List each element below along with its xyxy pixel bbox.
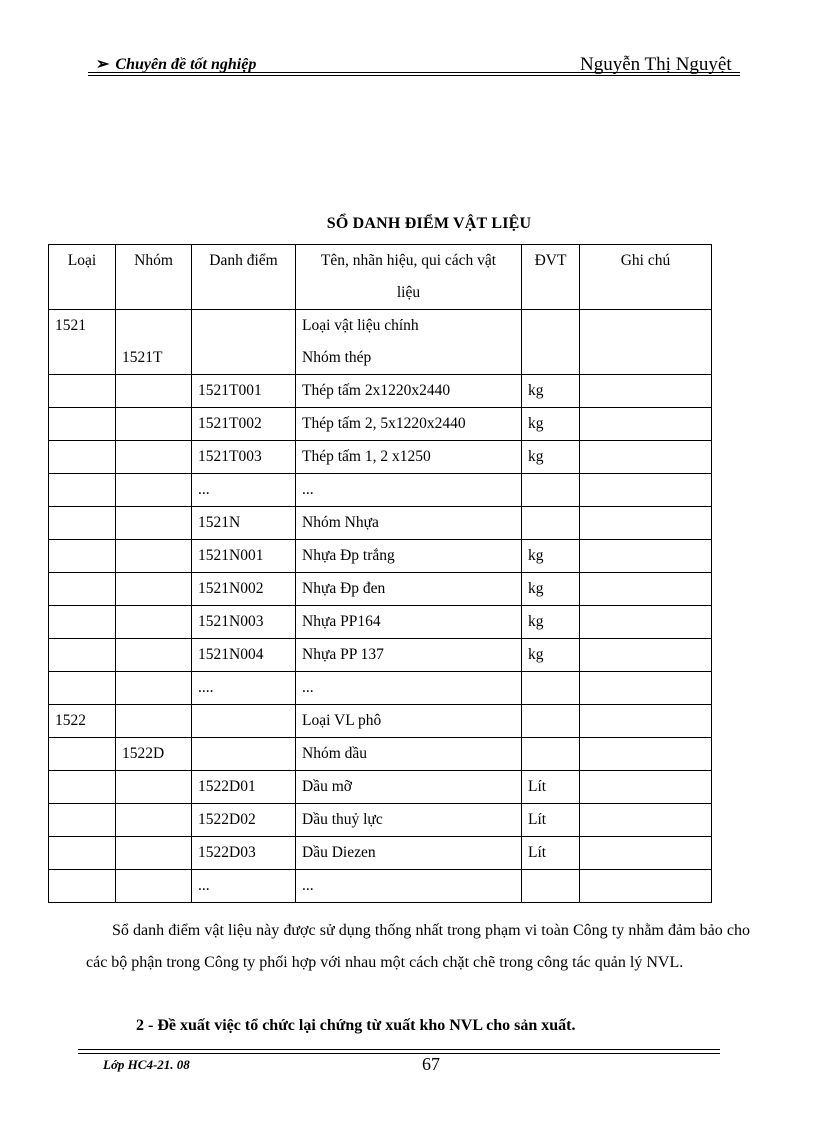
cell-ghi-chu bbox=[580, 771, 712, 804]
cell-ten: Loại vật liệu chính Nhóm thép bbox=[296, 310, 522, 375]
cell-loai bbox=[49, 870, 116, 903]
cell-loai bbox=[49, 573, 116, 606]
table-row bbox=[49, 639, 712, 672]
cell-dvt bbox=[522, 870, 580, 903]
cell-loai bbox=[49, 771, 116, 804]
cell-dvt: kg bbox=[522, 408, 580, 441]
table-row bbox=[49, 705, 712, 738]
cell-ten: Dầu thuỷ lực bbox=[296, 804, 522, 837]
paragraph-text: Sổ danh điểm vật liệu này được sử dụng thống nhất trong phạm vi toàn Công ty nhằm đảm bảo cho các bộ phận trong Công ty phối hợp với nhau một cách chặt chẽ trong công tác quản lý NVL. bbox=[86, 922, 750, 971]
cell-ten: Thép tấm 1, 2 x1250 bbox=[296, 441, 522, 474]
cell-danh-diem: 1521T003 bbox=[192, 441, 296, 474]
cell-nhom bbox=[116, 540, 192, 573]
cell-danh-diem: ... bbox=[192, 870, 296, 903]
col-header-ghi-chu: Ghi chú bbox=[580, 245, 712, 310]
page-title: SỔ DANH ĐIỂM VẬT LIỆU bbox=[326, 215, 532, 232]
cell-ghi-chu bbox=[580, 375, 712, 408]
cell-ten: ... bbox=[296, 474, 522, 507]
cell-danh-diem: 1521T002 bbox=[192, 408, 296, 441]
cell-danh-diem: 1522D03 bbox=[192, 837, 296, 870]
table-row bbox=[49, 771, 712, 804]
cell-nhom bbox=[116, 672, 192, 705]
table-row bbox=[49, 310, 712, 375]
footer-class-label: Lớp HC4-21. 08 bbox=[103, 1057, 190, 1072]
cell-nhom bbox=[116, 870, 192, 903]
cell-ten: Dầu mỡ bbox=[296, 771, 522, 804]
cell-nhom bbox=[116, 507, 192, 540]
cell-nhom bbox=[116, 408, 192, 441]
cell-loai bbox=[49, 507, 116, 540]
cell-loai bbox=[49, 672, 116, 705]
cell-danh-diem bbox=[192, 738, 296, 771]
cell-loai bbox=[49, 804, 116, 837]
cell-loai bbox=[49, 474, 116, 507]
header-rule-bottom bbox=[88, 75, 740, 76]
table-row bbox=[49, 408, 712, 441]
cell-nhom bbox=[116, 639, 192, 672]
cell-danh-diem: 1522D02 bbox=[192, 804, 296, 837]
cell-dvt: kg bbox=[522, 606, 580, 639]
cell-ghi-chu bbox=[580, 738, 712, 771]
table-row bbox=[49, 474, 712, 507]
col-header-loai: Loại bbox=[49, 245, 116, 310]
cell-ghi-chu bbox=[580, 705, 712, 738]
table-row bbox=[49, 870, 712, 903]
cell-ghi-chu bbox=[580, 441, 712, 474]
cell-danh-diem bbox=[192, 705, 296, 738]
section-subheading: 2 - Đề xuất việc tổ chức lại chứng từ xuất kho NVL cho sản xuất. bbox=[136, 1017, 576, 1034]
cell-ten: Nhựa PP 137 bbox=[296, 639, 522, 672]
cell-ghi-chu bbox=[580, 408, 712, 441]
col-header-danh-diem: Danh điểm bbox=[192, 245, 296, 310]
table-row bbox=[49, 837, 712, 870]
cell-loai: 1522 bbox=[49, 705, 116, 738]
cell-dvt bbox=[522, 738, 580, 771]
cell-dvt: kg bbox=[522, 441, 580, 474]
cell-ghi-chu bbox=[580, 540, 712, 573]
cell-ghi-chu bbox=[580, 573, 712, 606]
cell-ghi-chu bbox=[580, 870, 712, 903]
table-row bbox=[49, 540, 712, 573]
cell-ten: Thép tấm 2, 5x1220x2440 bbox=[296, 408, 522, 441]
cell-danh-diem: 1521N003 bbox=[192, 606, 296, 639]
cell-loai bbox=[49, 540, 116, 573]
cell-nhom bbox=[116, 573, 192, 606]
cell-dvt bbox=[522, 672, 580, 705]
arrow-bullet-icon: ➢ bbox=[96, 56, 110, 73]
cell-danh-diem: .... bbox=[192, 672, 296, 705]
table-row bbox=[49, 441, 712, 474]
cell-ten: Loại VL phô bbox=[296, 705, 522, 738]
cell-dvt: kg bbox=[522, 573, 580, 606]
col-header-nhom: Nhóm bbox=[116, 245, 192, 310]
cell-nhom: 1522D bbox=[116, 738, 192, 771]
cell-dvt bbox=[522, 507, 580, 540]
cell-dvt: kg bbox=[522, 639, 580, 672]
body-paragraph bbox=[86, 915, 750, 979]
cell-ghi-chu bbox=[580, 310, 712, 375]
cell-loai bbox=[49, 606, 116, 639]
cell-nhom: 1521T bbox=[116, 310, 192, 375]
cell-ghi-chu bbox=[580, 804, 712, 837]
cell-dvt: Lít bbox=[522, 771, 580, 804]
footer-rule-top bbox=[78, 1049, 720, 1050]
table-row bbox=[49, 672, 712, 705]
cell-danh-diem: 1521N bbox=[192, 507, 296, 540]
cell-ghi-chu bbox=[580, 672, 712, 705]
cell-nhom bbox=[116, 705, 192, 738]
cell-dvt bbox=[522, 705, 580, 738]
cell-danh-diem: 1521T001 bbox=[192, 375, 296, 408]
cell-ten: Thép tấm 2x1220x2440 bbox=[296, 375, 522, 408]
cell-dvt: kg bbox=[522, 375, 580, 408]
header-rule-top bbox=[88, 72, 740, 73]
header-doc-title: Chuyên đề tốt nghiệp bbox=[115, 56, 257, 73]
cell-loai bbox=[49, 837, 116, 870]
cell-dvt: Lít bbox=[522, 837, 580, 870]
table-row bbox=[49, 573, 712, 606]
cell-ghi-chu bbox=[580, 606, 712, 639]
material-code-table bbox=[48, 244, 712, 903]
cell-nhom bbox=[116, 441, 192, 474]
cell-dvt bbox=[522, 474, 580, 507]
page-number: 67 bbox=[422, 1054, 440, 1074]
table-row bbox=[49, 375, 712, 408]
col-header-ten bbox=[296, 245, 522, 310]
header-left bbox=[96, 54, 256, 74]
cell-nhom bbox=[116, 804, 192, 837]
cell-ghi-chu bbox=[580, 474, 712, 507]
cell-loai bbox=[49, 441, 116, 474]
cell-nhom bbox=[116, 474, 192, 507]
cell-danh-diem: 1522D01 bbox=[192, 771, 296, 804]
cell-loai bbox=[49, 408, 116, 441]
cell-loai: 1521 bbox=[49, 310, 116, 375]
cell-dvt: Lít bbox=[522, 804, 580, 837]
col-header-dvt: ĐVT bbox=[522, 245, 580, 310]
cell-loai bbox=[49, 738, 116, 771]
cell-nhom bbox=[116, 606, 192, 639]
cell-danh-diem: 1521N002 bbox=[192, 573, 296, 606]
cell-ten: Nhựa Đp đen bbox=[296, 573, 522, 606]
table-row bbox=[49, 606, 712, 639]
cell-dvt: kg bbox=[522, 540, 580, 573]
cell-nhom bbox=[116, 837, 192, 870]
cell-ten: Nhựa Đp trắng bbox=[296, 540, 522, 573]
table-row bbox=[49, 804, 712, 837]
cell-nhom bbox=[116, 375, 192, 408]
cell-ten: Nhóm dầu bbox=[296, 738, 522, 771]
cell-danh-diem: 1521N001 bbox=[192, 540, 296, 573]
cell-ten: ... bbox=[296, 672, 522, 705]
table-header-row bbox=[49, 245, 712, 310]
cell-nhom bbox=[116, 771, 192, 804]
cell-ten: ... bbox=[296, 870, 522, 903]
cell-dvt bbox=[522, 310, 580, 375]
col-header-ten-line1: Tên, nhãn hiệu, qui cách vật bbox=[320, 252, 497, 269]
footer-rule-bottom bbox=[78, 1053, 720, 1054]
cell-ten: Dầu Diezen bbox=[296, 837, 522, 870]
table-row bbox=[49, 738, 712, 771]
cell-danh-diem bbox=[192, 310, 296, 375]
cell-danh-diem: ... bbox=[192, 474, 296, 507]
cell-ghi-chu bbox=[580, 837, 712, 870]
cell-ten: Nhóm Nhựa bbox=[296, 507, 522, 540]
cell-loai bbox=[49, 639, 116, 672]
table-row bbox=[49, 507, 712, 540]
cell-loai bbox=[49, 375, 116, 408]
header-author: Nguyễn Thị Nguyệt bbox=[580, 54, 732, 75]
col-header-ten-line2: liệu bbox=[396, 284, 421, 301]
cell-ghi-chu bbox=[580, 639, 712, 672]
cell-ten: Nhựa PP164 bbox=[296, 606, 522, 639]
cell-ghi-chu bbox=[580, 507, 712, 540]
cell-danh-diem: 1521N004 bbox=[192, 639, 296, 672]
